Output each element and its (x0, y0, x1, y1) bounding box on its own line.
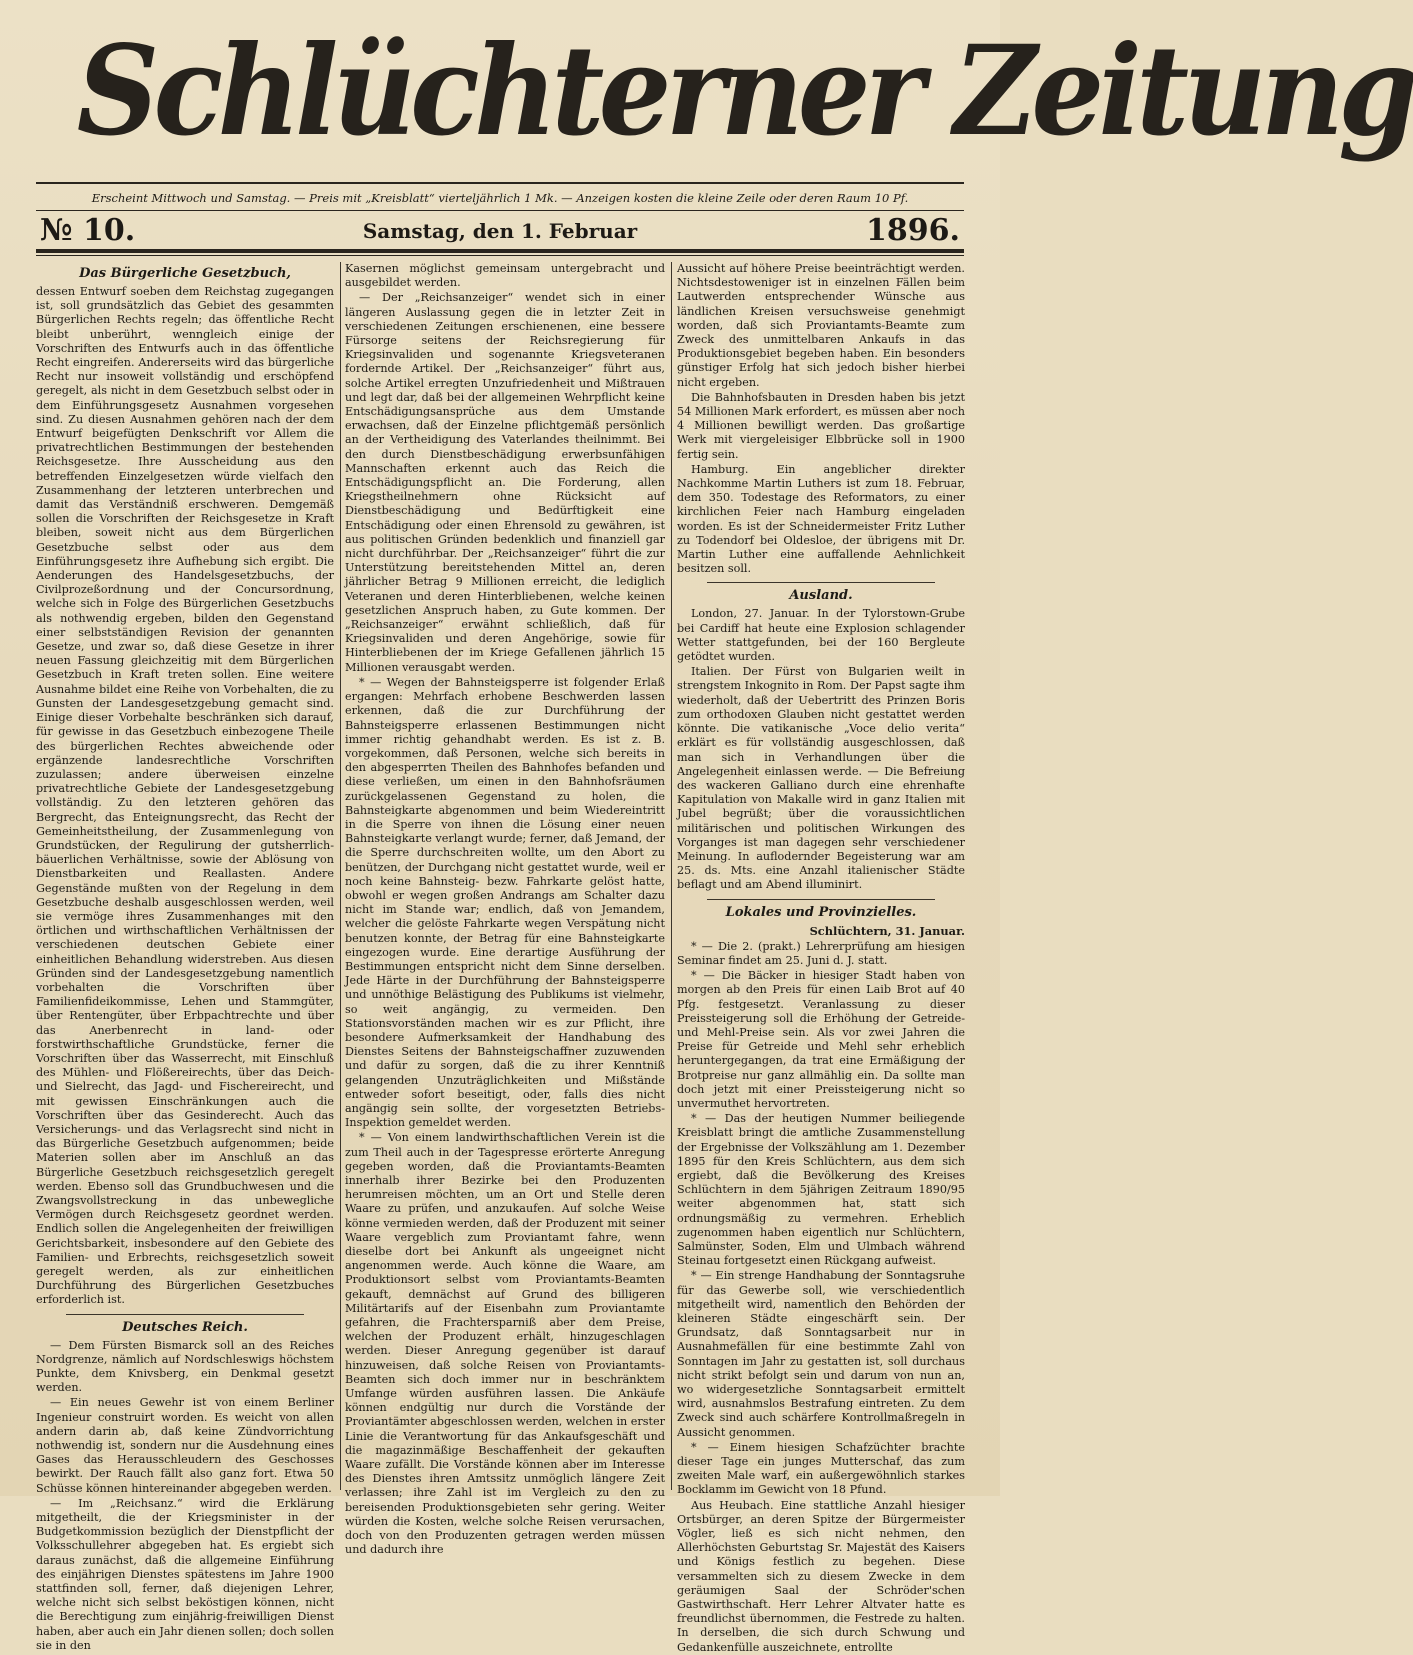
article-paragraph: Die Bahnhofsbauten in Dresden haben bis jetzt 54 Millionen Mark erfordert, es müssen aber noch 4 Millionen bewilligt werden. Das großartige Werk mit viergeleisiger Elbbrücke soll in 1900 fertig sein. (677, 390, 965, 461)
article-paragraph: — Dem Fürsten Bismarck soll an des Reiches Nordgrenze, nämlich auf Nordschleswigs höchstem Punkte, dem Knivsberg, ein Denkmal gesetzt werden. (36, 1338, 334, 1395)
article-paragraph: * — Die 2. (prakt.) Lehrerprüfung am hiesigen Seminar findet am 25. Juni d. J. statt. (677, 939, 965, 967)
article-paragraph: * — Wegen der Bahnsteigsperre ist folgender Erlaß ergangen: Mehrfach erhobene Beschwerden lassen erkennen, daß die zur Durchführung der Bahnsteigsperre erlassenen Bestimmungen nicht immer richtig gehandhabt werden. Es ist z. B. vorgekommen, daß Personen, welche sich bereits in den abgesperrten Theilen des Bahnhofes befanden und diese verließen, um einen in den Bahnhofsräumen zurückgelassenen Gegenstand zu holen, die Bahnsteigkarte abgenommen und beim Wiedereintritt in die Sperre von ihnen die Lösung einer neuen Bahnsteigkarte verlangt wurde; ferner, daß Jemand, der die Sperre durchschreiten wollte, um den Abort zu benützen, der Durchgang nicht gestattet wurde, weil er noch keine Bahnsteig- bezw. Fahrkarte gelöst hatte, obwohl er wegen großen Andrangs am Schalter dazu nicht im Stande war; endlich, daß von Jemandem, welcher die gelöste Fahrkarte wegen Verspätung nicht benutzen konnte, der Betrag für eine Bahnsteigkarte eingezogen wurde. Eine derartige Ausführung der Bestimmungen entspricht nicht dem Sinne derselben. Jede Härte in der Durchführung der Bahnsteigsperre und unnöthige Belästigung des Publikums ist vielmehr, so weit angängig, zu vermeiden. Den Stationsvorständen machen wir es zur Pflicht, ihre besondere Aufmerksamkeit der Handhabung des Dienstes Seitens der Bahnsteigschaffner zuzuwenden und dafür zu sorgen, daß die zu ihrer Kenntniß gelangenden Unzuträglichkeiten und Mißstände entweder sofort beseitigt, oder, falls dies nicht angängig sein sollte, der vorgesetzten Betriebs-Inspektion gemeldet werden. (345, 675, 665, 1130)
article-paragraph: * — Einem hiesigen Schafzüchter brachte dieser Tage ein junges Mutterschaf, das zum zweiten Male warf, ein außergewöhnlich starkes Bocklamm im Gewicht von 18 Pfund. (677, 1440, 965, 1497)
article-paragraph: * — Ein strenge Handhabung der Sonntagsruhe für das Gewerbe soll, wie verschiedentlich mitgetheilt wird, namentlich den Behörden der kleineren Städte eingeschärft sein. Der Grundsatz, daß Sonntagsarbeit nur in Ausnahmefällen für eine bestimmte Zahl von Sonntagen im Jahr zu gestatten ist, soll durchaus nicht strikt befolgt sein und darum von nun an, wo widergesetzliche Sonntagsarbeit ermittelt wird, ausnahmslos Bestrafung eintreten. Zu dem Zweck sind auch schärfere Kontrollmaßregeln in Aussicht genommen. (677, 1269, 965, 1439)
column-divider (340, 262, 341, 1490)
issue-rule-thick (36, 249, 964, 253)
section-rule (707, 899, 935, 900)
article-paragraph: — Im „Reichsanz.“ wird die Erklärung mitgetheilt, die der Kriegsminister in der Budgetkommission bezüglich der Dienstpflicht der Volksschullehrer abgegeben hat. Es ergiebt sich daraus zunächst, daß die allgemeine Einführung des einjährigen Dienstes spätestens im Jahre 1900 stattfinden soll, ferner, daß diejenigen Lehrer, welche nicht sich selbst beköstigen können, nicht die Berechtigung zum einjährig-freiwilligen Dienst haben, aber auch ein Jahr dienen sollen; doch sollen sie in den (36, 1496, 334, 1652)
section-heading: Ausland. (789, 588, 853, 604)
article-paragraph: * — Das der heutigen Nummer beiliegende Kreisblatt bringt die amtliche Zusammenstellung der Ergebnisse der Volkszählung am 1. Dezember 1895 für den Kreis Schlüchtern, aus dem sich ergiebt, daß die Bevölkerung des Kreises Schlüchtern in dem 5jährigen Zeitraum 1890/95 weiter abgenommen hat, statt sich ordnungsmäßig zu vermehren. Erheblich zugenommen haben eigentlich nur Schlüchtern, Salmünster, Soden, Elm und Ulmbach während Steinau fortgesetzt einen Rückgang aufweist. (677, 1112, 965, 1268)
masthead-rule (36, 182, 964, 184)
article-paragraph: Aussicht auf höhere Preise beeinträchtigt werden. Nichtsdestoweniger ist in einzelnen Fällen beim Lautwerden entsprechender Wünsche aus ländlichen Kreisen versuchsweise genehmigt worden, daß sich Proviantamts-Beamte zum Zweck des unmittelbaren Ankaufs in das Produktionsgebiet begeben haben. Ein besonders günstiger Erfolg hat sich jedoch bisher hierbei nicht ergeben. (677, 262, 965, 389)
dateline: Schlüchtern, 31. Januar. (809, 923, 965, 938)
article-paragraph: London, 27. Januar. In der Tylorstown-Grube bei Cardiff hat heute eine Explosion schlagender Wetter stattgefunden, bei der 160 Bergleute getödtet wurden. (677, 607, 965, 664)
article-paragraph: dessen Entwurf soeben dem Reichstag zugegangen ist, soll grundsätzlich das Gebiet des gesammten Bürgerlichen Rechts regeln; das öffentliche Recht bleibt unberührt, wenngleich einige der Vorschriften des Entwurfs auch in das öffentliche Recht eingreifen. Andererseits wird das bürgerliche Recht nur insoweit vollständig und erschöpfend geregelt, als nicht in dem Gesetzbuch selbst oder in dem Einführungsgesetz Ausnahmen vorgesehen sind. Zu diesen Ausnahmen gehören nach der dem Entwurf beigefügten Denkschrift vor Allem die privatrechtlichen Bestimmungen der bestehenden Reichsgesetze. Ihre Ausscheidung aus den betreffenden Einzelgesetzen würde vielfach den Zusammenhang der letzteren unterbrechen und damit das Verständniß erschweren. Demgemäß sollen die Vorschriften der Reichsgesetze in Kraft bleiben, soweit nicht aus dem Bürgerlichen Gesetzbuche selbst oder aus dem Einführungsgesetz ihre Aufhebung sich ergibt. Die Aenderungen des Handelsgesetzbuchs, der Civilprozeßordnung und der Concursordnung, welche sich in Folge des Bürgerlichen Gesetzbuchs als nothwendig ergeben, bilden den Gegenstand einer selbstständigen Revision der genannten Gesetze, und zwar so, daß diese Gesetze in ihrer neuen Fassung gleichzeitig mit dem Bürgerlichen Gesetzbuch in Kraft treten sollen. Eine weitere Ausnahme bildet eine Reihe von Vorbehalten, die zu Gunsten der Landesgesetzgebung gemacht sind. Einige dieser Vorbehalte beschränken sich darauf, für gewisse in das Gesetzbuch einbezogene Theile des bürgerlichen Rechtes abweichende oder ergänzende landesrechtliche Vorschriften zuzulassen; andere überweisen einzelne privatrechtliche Gebiete der Landesgesetzgebung vollständig. Zu den letzteren gehören das Bergrecht, das Enteignungsrecht, das Recht der Gemeinheitstheilung, der Zusammenlegung von Grundstücken, der Regulirung der gutsherrlich-bäuerlichen Verhältnisse, sowie der Ablösung von Dienstbarkeiten und Reallasten. Andere Gegenstände mußten von der Regelung in dem Gesetzbuche deshalb ausgeschlossen werden, weil sie vermöge ihres Zusammenhanges mit den örtlichen und wirthschaftlichen Verhältnissen der verschiedenen deutschen Gebiete einer einheitlichen Behandlung widerstreben. Aus diesen Gründen sind der Landesgesetzgebung namentlich vorbehalten die Vorschriften über Familienfideikommisse, Lehen und Stammgüter, über Rentengüter, über Erbpachtrechte und über das Anerbenrecht in land- oder forstwirthschaftliche Grundstücke, ferner die Vorschriften über das Wasserrecht, mit Einschluß des Mühlen- und Flößereirechts, über das Deich- und Sielrecht, das Jagd- und Fischereirecht, und mit gewissen Einschränkungen auch die Vorschriften über das Gesinderecht. Auch das Versicherungs- und das Verlagsrecht sind nicht in das Bürgerliche Gesetzbuch aufgenommen; beide Materien sollen aber im Anschluß an das Bürgerliche Gesetzbuch reichsgesetzlich geregelt werden. Ebenso soll das Grundbuchwesen und die Zwangsvollstreckung in das unbewegliche Vermögen durch Reichsgesetz geordnet werden. Endlich sollen die Angelegenheiten der freiwilligen Gerichtsbarkeit, insbesondere auf den Gebiete des Familien- und Erbrechts, reichsgesetzlich soweit geregelt werden, als zur einheitlichen Durchführung des Bürgerlichen Gesetzbuches erforderlich ist. (36, 285, 334, 1307)
section-rule (66, 1314, 304, 1315)
article-paragraph: Italien. Der Fürst von Bulgarien weilt in strengstem Inkognito in Rom. Der Papst sagte ihm wiederholt, daß der Uebertritt des Prinzen Boris zum orthodoxen Glauben nicht gestattet werden könnte. Die vatikanische „Voce delio verita“ erklärt es für vollständig ausgeschlossen, daß man sich in Verhandlungen über die Angelegenheit einlassen werde. — Die Befreiung des wackeren Galliano durch eine ehrenhafte Kapitulation von Makalle wird in ganz Italien mit Jubel begrüßt; über die voraussichtlichen militärischen und politischen Wirkungen des Vorganges ist man dagegen sehr verschiedener Meinung. In auflodernder Begeisterung war am 25. ds. Mts. eine Anzahl italienischer Städte beflagt und am Abend illuminirt. (677, 665, 965, 892)
article-paragraph: * — Von einem landwirthschaftlichen Verein ist die zum Theil auch in der Tagespresse erörterte Anregung gegeben worden, daß die Proviantamts-Beamten innerhalb ihrer Bezirke bei den Produzenten herumreisen möchten, um an Ort und Stelle deren Waare zu prüfen, und anzukaufen. Auf solche Weise könne vermieden werden, daß der Produzent mit seiner Waare vergeblich zum Proviantamt fahre, wenn dieselbe dort bei Ankunft als ungeeignet nicht angenommen werde. Auch könne die Waare, am Produktionsort selbst vom Proviantamts-Beamten gekauft, demnächst auf Grund des billigeren Militärtarifs auf der Eisenbahn zum Proviantamte gefahren, die Frachtersparniß aber dem Preise, welchen der Produzent erhält, hinzugeschlagen werden. Dieser Anregung gegenüber ist darauf hinzuweisen, daß solche Reisen von Proviantamts-Beamten sich doch immer nur in beschränktem Umfange würden ausführen lassen. Die Ankäufe können endgültig nur durch die Vorstände der Proviantämter abgeschlossen werden, welchen in erster Linie die Verantwortung für das Ankaufsgeschäft und die magazinmäßige Beschaffenheit der gekauften Waare zufällt. Die Vorstände können aber im Interesse des Dienstes ihren Amtssitz unmöglich längere Zeit verlassen; ihre Zahl ist im Vergleich zu den zu bereisenden Produktionsgebieten sehr gering. Weiter würden die Kosten, welche solche Reisen verursachen, doch von den Produzenten getragen werden müssen und dadurch ihre (345, 1131, 665, 1557)
issue-rule-thin (36, 255, 964, 256)
article-paragraph: Hamburg. Ein angeblicher direkter Nachkomme Martin Luthers ist zum 18. Februar, dem 350. Todestage des Reformators, zu einer kirchlichen Feier nach Hamburg eingeladen worden. Es ist der Schneidermeister Fritz Luther zu Todendorf bei Oldesloe, der übrigens mit Dr. Martin Luther eine auffallende Aehnlichkeit besitzen soll. (677, 462, 965, 576)
column-3 (677, 262, 965, 1654)
section-heading: Das Bürgerliche Gesetzbuch, (79, 266, 291, 281)
article-paragraph: — Der „Reichsanzeiger“ wendet sich in einer längeren Auslassung gegen die in letzter Zeit in verschiedenen Zeitungen erschienenen, eine bessere Fürsorge seitens der Reichsregierung für Kriegsinvaliden und sogenannte Kriegsveteranen fordernde Artikel. Der „Reichsanzeiger“ führt aus, solche Artikel erregten Unzufriedenheit und Mißtrauen und legt dar, daß bei der allgemeinen Wehrpflicht keine Entschädigungsansprüche aus dem Umstande erwachsen, daß der Einzelne pflichtgemäß persönlich an der Vertheidigung des Vaterlandes theilnimmt. Bei den durch Dienstbeschädigung erwerbsunfähigen Mannschaften erkennt auch das Reich die Entschädigungspflicht an. Die Forderung, allen Kriegstheilnehmern ohne Rücksicht auf Dienstbeschädigung und Bedürftigkeit eine Entschädigung oder einen Ehrensold zu gewähren, ist aus politischen Gründen bedenklich und finanziell gar nicht durchführbar. Der „Reichsanzeiger“ führt die zur Unterstützung bereitstehenden Mittel an, deren jährlicher Betrag 9 Millionen erreicht, die lediglich Veteranen und deren Hinterbliebenen, welche keinen gesetzlichen Anspruch haben, zu Gute kommen. Der „Reichsanzeiger“ erwähnt schließlich, daß für Kriegsinvaliden und deren Angehörige, sowie für Hinterbliebenen der im Kriege Gefallenen jährlich 15 Millionen verausgabt werden. (345, 291, 665, 674)
section-heading: Deutsches Reich. (122, 1319, 248, 1335)
subtitle-rule (36, 210, 964, 211)
issue-year: 1896. (866, 213, 960, 248)
section-heading: Lokales und Provinzielles. (725, 904, 917, 920)
column-2 (345, 262, 665, 1557)
article-paragraph: Kasernen möglichst gemeinsam untergebracht und ausgebildet werden. (345, 262, 665, 290)
section-rule (707, 582, 935, 583)
article-paragraph: — Ein neues Gewehr ist von einem Berliner Ingenieur construirt worden. Es weicht von allen andern darin ab, daß keine Zündvorrichtung nothwendig ist, sondern nur die Ausdehnung eines Gases das Herausschleudern des Geschosses bewirkt. Der Rauch fällt also ganz fort. Etwa 50 Schüsse können hintereinander abgegeben werden. (36, 1396, 334, 1495)
issue-date: Samstag, den 1. Februar (362, 219, 638, 243)
masthead-title: Schlüchterner Zeitung (76, 19, 1413, 164)
column-1 (36, 262, 334, 1652)
subscription-line: Erscheint Mittwoch und Samstag. — Preis mit „Kreisblatt“ vierteljährlich 1 Mk. — Anzeigen kosten die kleine Zeile oder deren Raum 10 Pf. (91, 191, 909, 205)
issue-number: № 10. (40, 213, 136, 248)
column-divider (671, 262, 672, 1490)
article-paragraph: * — Die Bäcker in hiesiger Stadt haben von morgen ab den Preis für einen Laib Brot auf 40 Pfg. festgesetzt. Veranlassung zu dieser Preissteigerung soll die Erhöhung der Getreide- und Mehl-Preise sein. Als vor zwei Jahren die Preise für Getreide und Mehl sehr erheblich heruntergegangen, da trat eine Ermäßigung der Brotpreise nur ganz allmählig ein. Da sollte man doch jetzt mit einer Preissteigerung nicht so unvermuthet hervortreten. (677, 969, 965, 1110)
article-paragraph: Aus Heubach. Eine stattliche Anzahl hiesiger Ortsbürger, an deren Spitze der Bürgermeister Vögler, ließ es sich nicht nehmen, den Allerhöchsten Geburtstag Sr. Majestät des Kaisers und Königs festlich zu begehen. Diese versammelten sich zu diesem Zwecke in dem geräumigen Saal der Schröder'schen Gastwirthschaft. Herr Lehrer Altvater hatte es freundlichst übernommen, die Festrede zu halten. In derselben, die sich durch Schwung und Gedankenfülle auszeichnete, entrollte (677, 1498, 965, 1654)
